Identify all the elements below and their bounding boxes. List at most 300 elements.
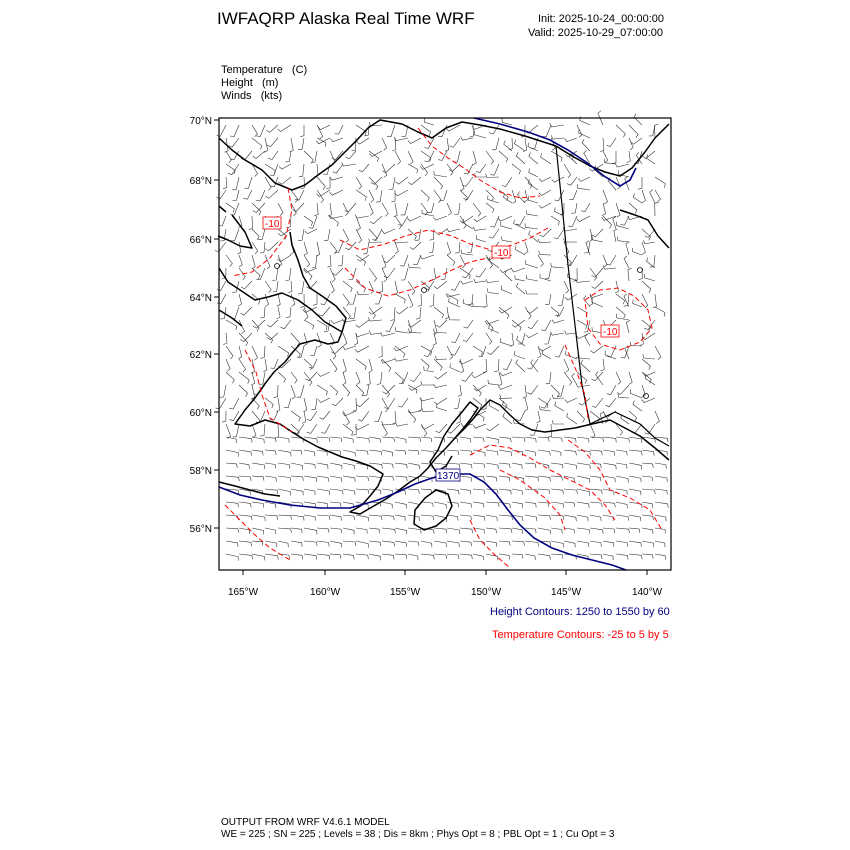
- wind-barb: [217, 281, 226, 290]
- wind-barb: [304, 398, 307, 412]
- wind-barb: [590, 541, 601, 547]
- wind-barb: [304, 528, 317, 534]
- wind-barb: [369, 307, 382, 314]
- wind-barb: [319, 307, 330, 316]
- wind-barb: [617, 385, 629, 394]
- wind-barb: [284, 398, 291, 408]
- wind-barb: [226, 463, 237, 468]
- wind-barb: [577, 476, 590, 483]
- wind-barb: [420, 255, 434, 259]
- wind-barb: [408, 528, 421, 534]
- wind-barb: [577, 515, 588, 521]
- wind-barb: [398, 398, 408, 407]
- wind-barb: [613, 217, 616, 229]
- wind-barbs: [215, 111, 668, 561]
- wind-barb: [230, 125, 239, 137]
- wind-barb: [265, 463, 276, 469]
- wind-barb: [499, 450, 512, 456]
- wind-barb: [630, 138, 642, 144]
- lat-labels: [190, 116, 212, 535]
- wind-barb: [454, 398, 460, 409]
- wind-barb: [515, 351, 526, 359]
- wind-barb: [616, 515, 629, 521]
- wind-barb: [473, 424, 486, 428]
- wind-barb: [512, 489, 523, 495]
- wind-barb: [576, 333, 590, 339]
- wind-barb: [642, 294, 648, 308]
- wind-barb: [499, 476, 510, 481]
- wind-barb: [291, 450, 302, 455]
- wind-barb: [516, 216, 525, 225]
- wind-barb: [291, 528, 302, 533]
- wind-barb: [538, 255, 543, 267]
- wind-barb: [343, 424, 353, 436]
- wind-barb: [472, 372, 486, 378]
- wind-barb: [516, 283, 525, 294]
- wind-barb: [392, 411, 396, 424]
- wind-barb: [447, 450, 459, 455]
- wind-barb: [382, 554, 394, 559]
- wind-barb: [382, 515, 394, 520]
- wind-barb: [629, 476, 641, 482]
- wind-barb: [382, 268, 387, 282]
- wind-barb: [408, 554, 418, 560]
- wind-barb: [653, 294, 657, 308]
- wind-barb: [382, 437, 395, 442]
- wind-barb: [330, 281, 334, 293]
- wind-barb: [335, 242, 343, 252]
- wind-barb: [591, 236, 603, 242]
- wind-barb: [238, 346, 242, 359]
- wind-barb: [565, 398, 577, 403]
- wind-barb: [486, 463, 498, 469]
- wind-barb: [395, 476, 407, 481]
- wind-barb: [382, 528, 395, 533]
- wind-barb: [272, 268, 278, 281]
- wind-barb: [476, 164, 486, 173]
- lat-label: 70°N: [189, 116, 212, 127]
- wind-barb: [528, 180, 538, 191]
- wind-barb: [317, 554, 330, 559]
- wind-barb: [447, 346, 453, 360]
- wind-barb: [629, 463, 642, 469]
- wind-barb: [551, 332, 565, 336]
- wind-barb: [421, 437, 432, 442]
- wind-barb: [330, 359, 337, 372]
- wind-barb: [473, 346, 483, 356]
- wind-barb: [434, 502, 446, 509]
- wind-barb: [603, 151, 608, 163]
- wind-barb: [335, 125, 343, 134]
- wind-barb: [304, 307, 308, 320]
- wind-barb: [551, 437, 562, 442]
- wind-barb: [550, 123, 564, 127]
- wind-barb: [343, 359, 347, 373]
- wind-barb: [291, 333, 300, 346]
- wind-barb: [239, 463, 249, 469]
- alaska-canada-border: [556, 146, 590, 424]
- wind-barb: [603, 541, 614, 547]
- wind-barb: [606, 398, 617, 407]
- wind-barb: [512, 528, 523, 534]
- wind-barb: [252, 229, 259, 240]
- wind-barb: [343, 528, 354, 534]
- wind-barb: [546, 372, 551, 384]
- wind-barb: [343, 346, 356, 350]
- wind-barb: [509, 138, 513, 150]
- wind-barb: [226, 515, 238, 520]
- wind-barb: [576, 384, 590, 388]
- wind-barb: [358, 411, 369, 421]
- wind-barb: [526, 290, 538, 294]
- wind-barb: [252, 268, 260, 279]
- wind-barb: [252, 346, 258, 360]
- wind-barb: [476, 268, 486, 277]
- wind-barb: [395, 554, 407, 559]
- wind-barb: [330, 554, 341, 559]
- wind-barb: [421, 541, 432, 547]
- wind-barb: [370, 216, 382, 224]
- wind-barb: [555, 190, 565, 201]
- wind-barb: [616, 125, 625, 137]
- wind-barb: [241, 281, 252, 289]
- wind-barb: [539, 203, 551, 208]
- wind-barb: [592, 229, 603, 237]
- wind-barb: [501, 222, 512, 229]
- panhandle-border: [590, 412, 669, 446]
- wind-barb: [252, 450, 263, 455]
- wind-barb: [270, 359, 278, 368]
- wind-barb: [600, 138, 604, 152]
- wind-barb: [576, 279, 590, 283]
- wind-barb: [408, 294, 413, 308]
- wind-barb: [525, 398, 528, 411]
- wind-barb: [252, 502, 264, 508]
- wind-barb: [416, 307, 421, 319]
- wind-barb: [579, 129, 590, 138]
- wind-barb: [460, 541, 472, 546]
- wind-barb: [577, 184, 590, 190]
- wind-barb: [499, 541, 510, 546]
- wind-barb: [343, 294, 349, 306]
- wind-barb: [655, 463, 666, 469]
- wind-barb: [461, 281, 473, 284]
- wind-barb: [455, 242, 460, 253]
- contour-label: -10: [494, 248, 509, 259]
- wind-barb: [379, 281, 383, 293]
- wind-barb: [260, 307, 265, 318]
- wind-barb: [304, 242, 307, 255]
- wind-barb: [617, 237, 629, 242]
- wind-barb: [433, 216, 447, 220]
- wind-barb: [382, 229, 395, 234]
- wind-barb: [304, 489, 315, 495]
- wind-barb: [241, 307, 253, 315]
- wind-barb: [488, 195, 499, 203]
- wind-barb: [473, 227, 486, 231]
- wind-barb: [526, 260, 538, 268]
- wind-barb: [592, 281, 603, 289]
- wind-barb: [590, 528, 603, 534]
- kodiak-island: [414, 490, 452, 530]
- wind-barb: [616, 372, 621, 385]
- wind-barb: [451, 346, 460, 355]
- wind-barb: [317, 463, 328, 469]
- wind-barb: [384, 398, 395, 409]
- wind-barb: [539, 177, 551, 182]
- wind-barb: [317, 177, 325, 190]
- wind-barb: [492, 138, 499, 150]
- wind-barb: [564, 463, 577, 469]
- wind-barb: [342, 162, 356, 166]
- wind-barb: [395, 358, 409, 362]
- wind-barb: [629, 554, 642, 559]
- wind-barb: [395, 190, 408, 196]
- wind-barb: [226, 203, 234, 213]
- wind-barb: [499, 463, 510, 468]
- wind-barb: [486, 476, 497, 481]
- wind-barb: [421, 424, 427, 437]
- wind-barb: [330, 190, 343, 195]
- wind-barb: [302, 411, 306, 423]
- wind-barb: [229, 398, 239, 409]
- wind-barb: [330, 437, 342, 442]
- wind-barb: [278, 177, 291, 184]
- wind-barb: [352, 424, 356, 435]
- lat-label: 56°N: [189, 524, 212, 535]
- wind-barb: [552, 420, 564, 424]
- wind-barb: [413, 255, 421, 265]
- wind-barb: [552, 320, 564, 323]
- wind-barb: [330, 476, 342, 482]
- wind-barb: [252, 424, 256, 438]
- wind-barb: [590, 489, 602, 494]
- wind-barb: [300, 125, 304, 137]
- wind-barb: [629, 489, 641, 495]
- wind-barb: [278, 346, 289, 357]
- wind-barb: [239, 528, 250, 534]
- wind-barb: [399, 372, 408, 384]
- wind-barb: [462, 177, 473, 186]
- wind-barb: [421, 502, 433, 507]
- wind-barb: [232, 177, 239, 190]
- wind-barb: [382, 489, 393, 495]
- wind-barb: [460, 437, 471, 443]
- wind-barb: [642, 398, 655, 403]
- wind-barb: [551, 515, 564, 520]
- wind-barb: [391, 190, 395, 202]
- wind-barb: [265, 554, 278, 560]
- wind-barb: [317, 515, 330, 520]
- wind-barb: [395, 437, 406, 443]
- wind-barb: [395, 528, 407, 534]
- wind-barb: [239, 450, 251, 456]
- wind-barb: [486, 541, 497, 547]
- wind-barb: [525, 437, 536, 443]
- wind-barb: [649, 125, 655, 136]
- wind-barb: [369, 151, 379, 162]
- wind-barb: [486, 333, 492, 345]
- wind-barb: [514, 140, 525, 151]
- wind-barb: [237, 242, 241, 254]
- wind-barb: [582, 139, 590, 151]
- wind-barb: [529, 153, 538, 164]
- wind-barb: [475, 131, 487, 138]
- wind-barb: [544, 333, 551, 344]
- wind-barb: [266, 190, 279, 198]
- wind-barb: [304, 320, 314, 329]
- wind-barb: [226, 151, 231, 163]
- wind-barb: [338, 255, 343, 266]
- wind-barb: [350, 307, 356, 319]
- wind-barb: [551, 450, 561, 456]
- wind-barb: [515, 275, 525, 281]
- wind-barb: [475, 173, 487, 177]
- wind-barb: [332, 268, 343, 275]
- wind-barb: [434, 281, 447, 289]
- wind-barb: [537, 411, 541, 423]
- wind-barb: [422, 408, 434, 412]
- wind-barb: [528, 320, 538, 329]
- wind-barb: [525, 476, 539, 481]
- wind-barb: [515, 245, 525, 255]
- wind-barb: [551, 135, 564, 139]
- wind-barb: [486, 255, 493, 269]
- wind-barb: [607, 346, 616, 357]
- wind-barb: [629, 437, 642, 443]
- wind-barb: [369, 331, 382, 335]
- wind-barb: [356, 528, 367, 534]
- wind-barb: [304, 463, 315, 468]
- wind-barb: [624, 256, 629, 268]
- wind-barb: [331, 346, 343, 354]
- wind-barb: [395, 151, 401, 164]
- wind-barb: [382, 424, 387, 436]
- wind-barb: [567, 413, 577, 424]
- wind-barb: [356, 489, 369, 494]
- wind-barb: [607, 138, 617, 147]
- wind-barb: [249, 216, 253, 230]
- wind-barb: [226, 528, 239, 533]
- wind-barb: [642, 190, 646, 203]
- wind-barb: [252, 463, 265, 469]
- station-marker: [638, 268, 643, 273]
- wind-barb: [555, 402, 564, 411]
- wind-barb: [525, 450, 536, 456]
- wind-barb: [317, 528, 329, 533]
- wind-barb: [633, 194, 642, 204]
- wind-barb: [304, 268, 312, 280]
- wind-barb: [232, 424, 239, 437]
- wind-barb: [436, 229, 447, 235]
- wind-barb: [476, 235, 486, 242]
- wind-barb: [590, 463, 601, 468]
- wind-barb: [514, 220, 525, 229]
- wind-barb: [505, 271, 512, 281]
- wind-barb: [529, 169, 538, 178]
- wind-barb: [256, 190, 265, 201]
- wind-barb: [395, 423, 408, 427]
- wind-barb: [277, 307, 281, 319]
- wind-barb: [616, 541, 628, 547]
- wind-barb: [552, 177, 564, 182]
- coastline-north: [219, 120, 556, 190]
- wind-barb: [577, 502, 589, 508]
- wind-barb: [408, 463, 420, 469]
- lon-label: 160°W: [309, 587, 341, 598]
- wind-barb: [239, 320, 245, 334]
- wind-barb: [378, 346, 382, 358]
- wind-barb: [449, 164, 460, 171]
- wind-barb: [226, 372, 234, 383]
- wind-barb: [616, 502, 627, 508]
- wind-barb: [343, 489, 355, 495]
- wind-barb: [330, 541, 342, 547]
- wind-barb: [298, 138, 304, 150]
- wind-barb: [616, 554, 628, 559]
- temp-contour: [500, 470, 565, 530]
- wind-barb: [297, 346, 304, 357]
- lon-labels: [228, 587, 663, 598]
- wind-barb: [317, 385, 327, 395]
- wind-barb: [408, 151, 413, 164]
- wind-barb: [343, 229, 349, 243]
- wind-barb: [355, 346, 369, 352]
- wind-barb: [603, 528, 615, 533]
- wind-barb: [226, 450, 239, 457]
- wind-barb: [278, 515, 292, 520]
- wind-barb: [265, 489, 278, 494]
- wind-barb: [279, 164, 291, 169]
- wind-barb: [494, 359, 499, 372]
- wind-barb: [253, 320, 265, 328]
- wind-barb: [383, 255, 395, 263]
- wind-barb: [499, 307, 509, 319]
- wind-barb: [449, 316, 460, 320]
- wind-barb: [369, 528, 380, 533]
- wind-barb: [369, 239, 382, 243]
- wind-barb: [650, 190, 655, 203]
- wind-barb: [226, 346, 233, 359]
- wind-barb: [372, 229, 382, 240]
- wind-barb: [499, 151, 508, 162]
- wind-barb: [285, 151, 291, 162]
- wind-barb: [642, 463, 653, 468]
- wind-barb: [633, 299, 642, 307]
- wind-barb: [369, 190, 374, 202]
- wind-barb: [655, 190, 660, 202]
- wind-barb: [396, 177, 408, 184]
- wind-barb: [278, 229, 291, 236]
- wind-barb: [473, 463, 485, 468]
- wind-barb: [538, 554, 550, 560]
- wind-barb: [447, 203, 451, 215]
- wind-barb: [564, 164, 571, 178]
- wind-barb: [421, 515, 434, 520]
- wind-barb: [354, 333, 358, 345]
- wind-barb: [252, 138, 262, 150]
- wind-barb: [263, 359, 267, 372]
- wind-barb: [286, 216, 291, 228]
- wind-barb: [447, 228, 460, 231]
- wind-barb: [295, 190, 304, 200]
- wind-barb: [356, 450, 368, 455]
- wind-barb: [616, 203, 620, 217]
- wind-barb: [420, 164, 434, 169]
- wind-barb: [568, 216, 577, 227]
- wind-barb: [486, 554, 498, 560]
- wind-barb: [215, 242, 226, 252]
